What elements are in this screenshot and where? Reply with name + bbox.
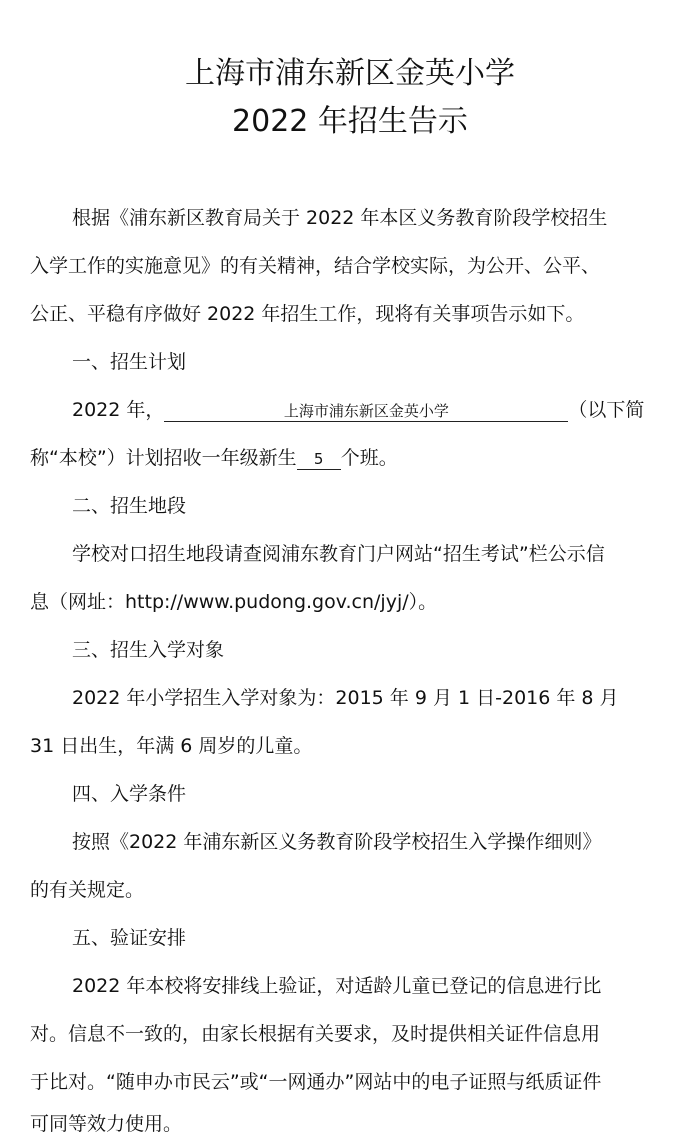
- intro-line-2: 入学工作的实施意见》的有关精神，结合学校实际，为公开、公平、: [30, 255, 601, 277]
- plan-line-2: [30, 446, 398, 470]
- plan-class-text: 称“本校”）计划招收一年级新生: [30, 447, 297, 469]
- plan-suffix-text: （以下简: [568, 399, 645, 421]
- conditions-line-2: 的有关规定。: [30, 879, 145, 901]
- class-count-blank: 5: [297, 449, 341, 470]
- target-line-2: 31 日出生，年满 6 周岁的儿童。: [30, 735, 313, 757]
- school-name-blank: 上海市浦东新区金英小学: [164, 401, 568, 422]
- section-heading-plan: 一、招生计划: [72, 351, 187, 373]
- intro-line-3: 公正、平稳有序做好 2022 年招生工作，现将有关事项告示如下。: [30, 303, 585, 325]
- document-subtitle: 2022 年招生告示: [232, 104, 468, 139]
- verification-line-4: 可同等效力使用。: [30, 1113, 183, 1135]
- target-line-1: 2022 年小学招生入学对象为：2015 年 9 月 1 日-2016 年 8 月: [72, 687, 619, 709]
- area-line-2: 息（网址：http://www.pudong.gov.cn/jyj/）。: [30, 591, 438, 613]
- section-heading-verification: 五、验证安排: [72, 927, 187, 949]
- plan-line-1: [72, 398, 644, 422]
- section-heading-area: 二、招生地段: [72, 495, 187, 517]
- verification-line-2: 对。信息不一致的，由家长根据有关要求，及时提供相关证件信息用: [30, 1023, 601, 1045]
- document-title: 上海市浦东新区金英小学: [185, 56, 515, 91]
- verification-line-3: 于比对。“随申办市民云”或“一网通办”网站中的电子证照与纸质证件: [30, 1071, 602, 1093]
- conditions-line-1: 按照《2022 年浦东新区义务教育阶段学校招生入学操作细则》: [72, 831, 602, 853]
- section-heading-conditions: 四、入学条件: [72, 783, 187, 805]
- intro-line-1: 根据《浦东新区教育局关于 2022 年本区义务教育阶段学校招生: [72, 207, 608, 229]
- area-line-1: 学校对口招生地段请查阅浦东教育门户网站“招生考试”栏公示信: [72, 543, 605, 565]
- plan-year-text: 2022 年，: [72, 399, 165, 421]
- plan-class-suffix: 个班。: [340, 447, 398, 469]
- section-heading-target: 三、招生入学对象: [72, 639, 225, 661]
- verification-line-1: 2022 年本校将安排线上验证，对适龄儿童已登记的信息进行比: [72, 975, 602, 997]
